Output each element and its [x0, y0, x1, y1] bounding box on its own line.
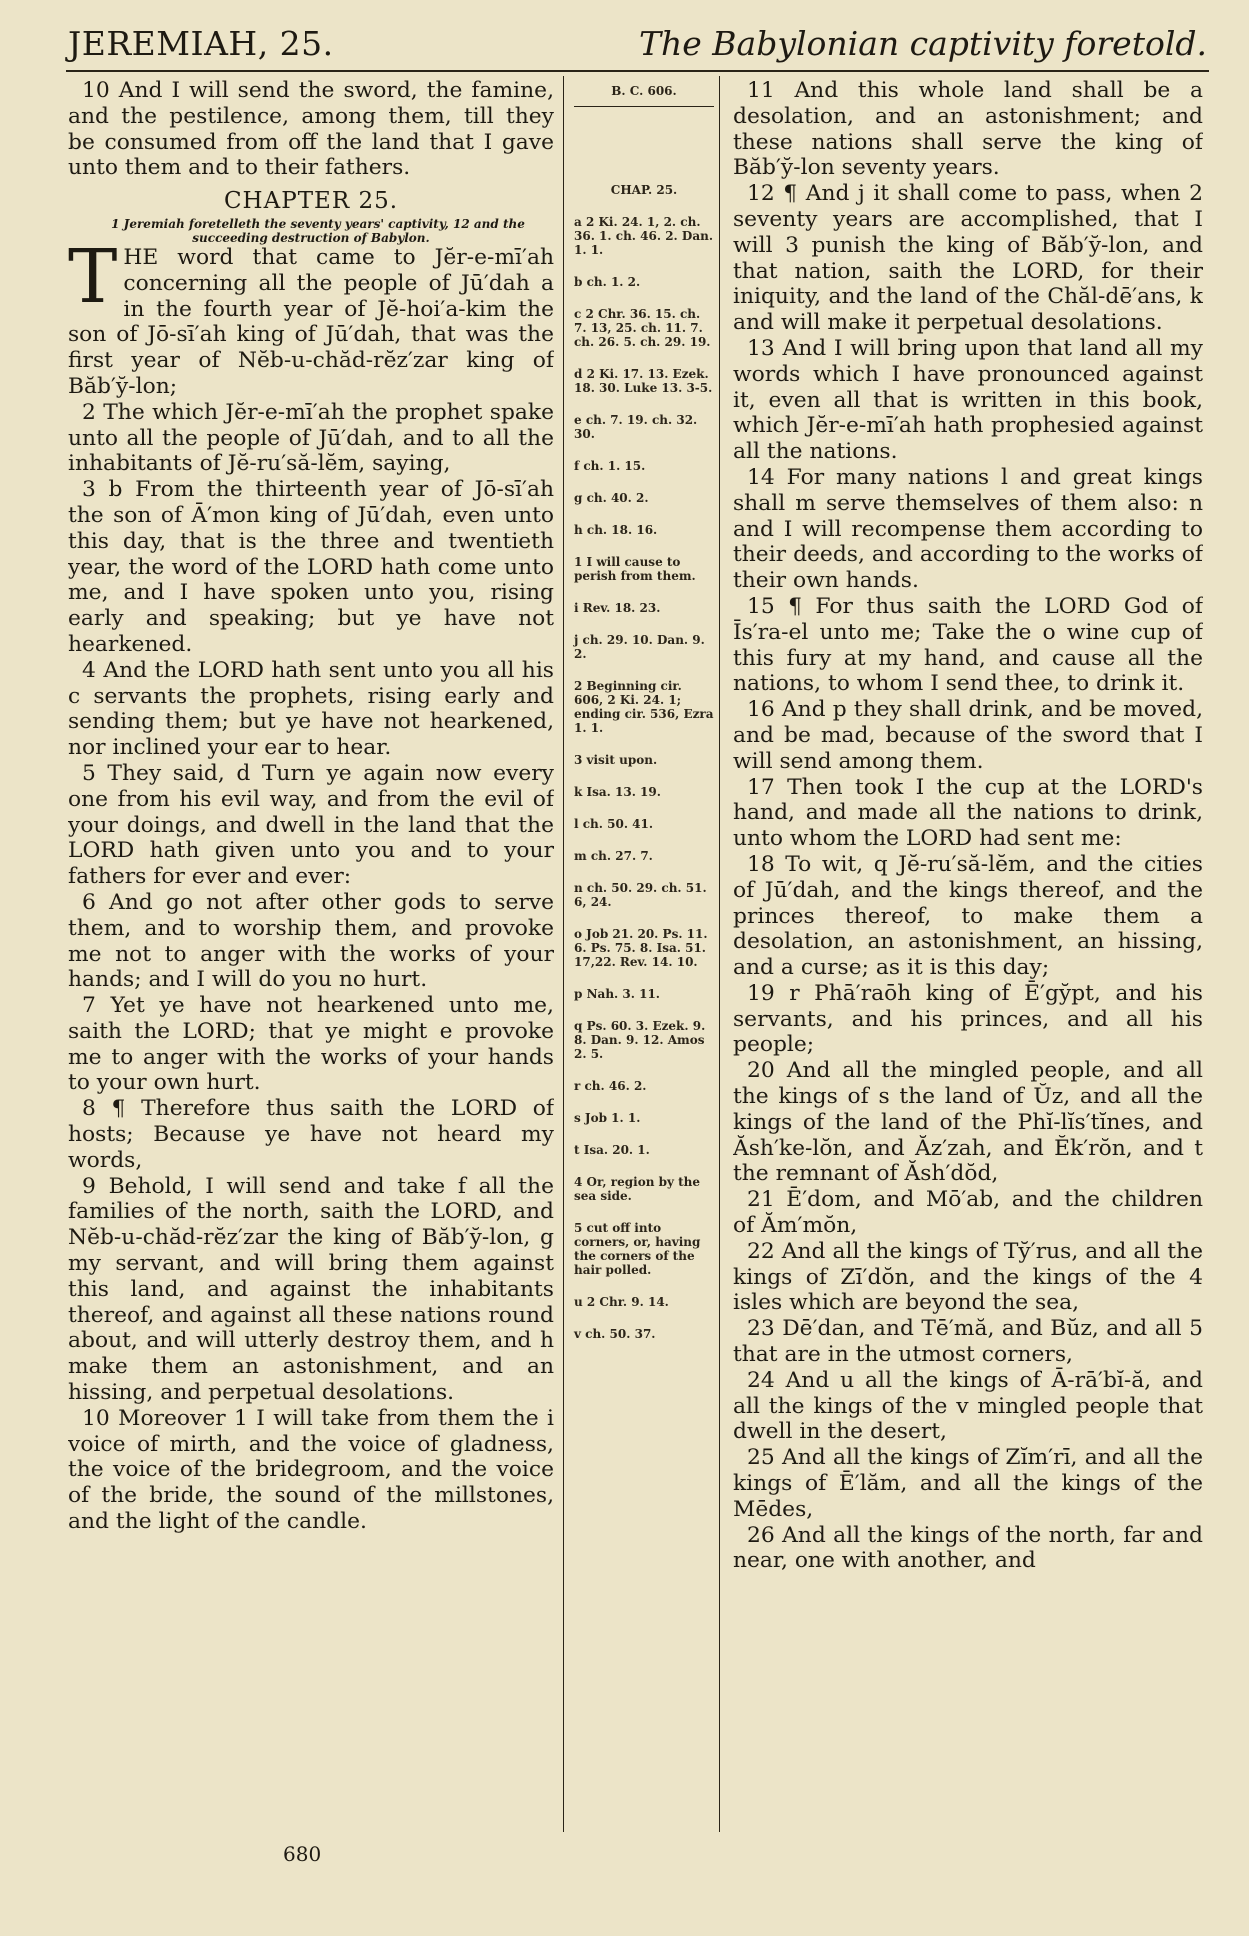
margin-note: h ch. 18. 16.	[574, 523, 658, 537]
verse-16: 16 And p they shall drink, and be moved, and be mad, because of the sword that I will send among them.	[733, 697, 1203, 774]
verse-20: 20 And all the mingled people, and all the kings of s the land of Ŭz, and all the kings of the land of the Phĭ-lĭs′tĭnes, and Ăsh′ke-lŏn, and Ăz′zah, and Ĕk′rŏn, and t the remnant of Ăsh′dŏd,	[733, 1058, 1203, 1187]
left-text-column	[68, 78, 554, 1830]
drop-cap: T	[68, 233, 118, 320]
verse-12: 12 ¶ And j it shall come to pass, when 2 seventy years are accomplished, that I will 3 punish the king of Băb′y̆-lon, and that nation, saith the LORD, for their iniquity, and the land of the Chăl-dē′ans, k and will make it perpetual desolations.	[733, 181, 1203, 336]
verse-15: 15 ¶ For thus saith the LORD God of Īs′ra-el unto me; Take the o wine cup of this fury at my hand, and cause all the nations, to whom I send thee, to drink it.	[733, 593, 1203, 697]
verse-5: 5 They said, d Turn ye again now every one from his evil way, and from the evil of your doings, and dwell in the land that the LORD hath given unto you and to your fathers for ever and ever:	[68, 760, 554, 890]
chapter-heading: CHAPTER 25.	[223, 188, 399, 215]
margin-note: 5 cut off into corners, or, having the corners of the hair polled.	[574, 1221, 701, 1277]
margin-note: r ch. 46. 2.	[574, 1079, 647, 1093]
margin-note: q Ps. 60. 3. Ezek. 9. 8. Dan. 9. 12. Amos 2. 5.	[574, 1019, 706, 1061]
cross-reference-notes	[574, 215, 714, 1341]
margin-chapter-label: CHAP. 25.	[610, 183, 678, 197]
margin-note: o Job 21. 20. Ps. 11. 6. Ps. 75. 8. Isa. 51. 17,22. Rev. 14. 10.	[574, 927, 708, 969]
verse-2: 2 The which Jĕr-e-mī′ah the prophet spake unto all the people of Jū′dah, and to all the inhabitants of Jĕ-ru′să-lĕm, saying,	[68, 399, 554, 477]
verse-3: 3 b From the thirteenth year of Jō-sī′ah the son of Ā′mon king of Jū′dah, even unto this day, that is the three and twentieth year, the word of the LORD hath come unto me, and I have spoken unto you, rising early and speaking; but ye have not hearkened.	[68, 477, 554, 657]
verse-19: 19 r Phā′raōh king of Ē′gy̆pt, and his servants, and his princes, and all his people;	[733, 980, 1203, 1058]
margin-note: v ch. 50. 37.	[574, 1327, 656, 1341]
verse-10: 10 Moreover 1 I will take from them the i voice of mirth, and the voice of gladness, the voice of the bridegroom, and the voice of the bride, the sound of the millstones, and the light of the candle.	[68, 1405, 554, 1535]
verse-1	[68, 233, 554, 400]
verse-1-text: HE word that came to Jĕr-e-mī′ah concerning all the people of Jū′dah a in the fourth year of Jĕ-hoi′a-kim the son of Jō-sī′ah king of Jū′dah, that was the first year of Nĕb-u-chăd-rĕz′zar king of Băb′y̆-lon;	[68, 244, 554, 399]
verse-14: 14 For many nations l and great kings shall m serve themselves of them also: n and I will recompense them according to their deeds, and according to the works of their own hands.	[733, 464, 1203, 594]
margin-note: l ch. 50. 41.	[574, 817, 654, 831]
verse-26: 26 And all the kings of the north, far and near, one with another, and	[733, 1522, 1203, 1574]
margin-note: n ch. 50. 29. ch. 51. 6, 24.	[574, 881, 707, 909]
verse-21: 21 Ē′dom, and Mō′ab, and the children of Ăm′mŏn,	[733, 1187, 1203, 1239]
margin-note: i Rev. 18. 23.	[574, 601, 661, 615]
verse-25: 25 And all the kings of Zĭm′rī, and all the kings of Ē′lăm, and all the kings of the Mēdes,	[733, 1445, 1203, 1522]
verse-22: 22 And all the kings of Ty̆′rus, and all the kings of Zī′dŏn, and the kings of the 4 isles which are beyond the sea,	[733, 1238, 1203, 1316]
verse-6: 6 And go not after other gods to serve them, and to worship them, and provoke me not to anger with the works of your hands; and I will do you no hurt.	[68, 889, 554, 993]
margin-note: t Isa. 20. 1.	[574, 1143, 650, 1157]
verse-4: 4 And the LORD hath sent unto you all his c servants the prophets, rising early and sending them; but ye have not hearkened, nor inclined your ear to hear.	[68, 657, 554, 761]
verse-prev-10: 10 And I will send the sword, the famine, and the pestilence, among them, till they be consumed from off the land that I gave unto them and to their fathers.	[68, 78, 554, 181]
margin-note: s Job 1. 1.	[574, 1111, 641, 1125]
verse-7: 7 Yet ye have not hearkened unto me, saith the LORD; that ye might e provoke me to anger with the works of your hands to your own hurt.	[68, 993, 554, 1096]
verse-13: 13 And I will bring upon that land all my words which I have pronounced against it, even all that is written in this book, which Jĕr-e-mī′ah hath prophesied against all the nations.	[733, 335, 1203, 465]
margin-note: 4 Or, region by the sea side.	[574, 1175, 701, 1203]
margin-note: g ch. 40. 2.	[574, 491, 649, 505]
verse-11: 11 And this whole land shall be a desolation, and an astonishment; and these nations shall serve the king of Băb′y̆-lon seventy years.	[733, 78, 1203, 181]
right-text-column	[733, 78, 1203, 1830]
margin-note: 1 I will cause to perish from them.	[574, 555, 696, 583]
center-reference-column	[574, 78, 714, 1830]
margin-note: p Nah. 3. 11.	[574, 987, 660, 1001]
margin-note: d 2 Ki. 17. 13. Ezek. 18. 30. Luke 13. 3-5.	[574, 367, 713, 395]
verse-23: 23 Dē′dan, and Tē′mă, and Bŭz, and all 5 that are in the utmost corners,	[733, 1316, 1203, 1368]
margin-note: e ch. 7. 19. ch. 32. 30.	[574, 413, 698, 441]
margin-note: 3 visit upon.	[574, 753, 658, 767]
margin-note: 2 Beginning cir. 606, 2 Ki. 24. 1; ending cir. 536, Ezra 1. 1.	[574, 679, 714, 735]
column-rule-right	[719, 76, 720, 1832]
header-rule	[66, 70, 1209, 72]
chapter-summary: 1 Jeremiah foretelleth the seventy years' captivity, 12 and the succeeding destruction of Babylon.	[111, 216, 525, 245]
running-title-right: The Babylonian captivity foretold.	[639, 24, 1207, 63]
margin-note: c 2 Chr. 36. 15. ch. 7. 13, 25. ch. 11. 7. ch. 26. 5. ch. 29. 19.	[574, 307, 711, 349]
running-title-left: JEREMIAH, 25.	[68, 24, 334, 63]
margin-note: a 2 Ki. 24. 1, 2. ch. 36. 1. ch. 46. 2. Dan. 1. 1.	[574, 215, 713, 257]
verse-18: 18 To wit, q Jĕ-ru′să-lĕm, and the cities of Jū′dah, and the kings thereof, and the princes thereof, to make them a desolation, an astonishment, an hissing, and a curse; as it is this day;	[733, 851, 1203, 981]
margin-note: b ch. 1. 2.	[574, 275, 641, 289]
year-label: B. C. 606.	[574, 84, 714, 107]
margin-note: k Isa. 13. 19.	[574, 785, 661, 799]
margin-note: f ch. 1. 15.	[574, 459, 646, 473]
margin-note: j ch. 29. 10. Dan. 9. 2.	[574, 633, 705, 661]
margin-note: m ch. 27. 7.	[574, 849, 653, 863]
verse-9: 9 Behold, I will send and take f all the families of the north, saith the LORD, and Nĕb-u-chăd-rĕz′zar the king of Băb′y̆-lon, g my servant, and will bring them against this land, and against the inhabitants thereof, and against all these nations round about, and will utterly destroy them, and h make them an astonishment, and an hissing, and perpetual desolations.	[68, 1173, 554, 1406]
margin-note: u 2 Chr. 9. 14.	[574, 1295, 669, 1309]
verse-17: 17 Then took I the cup at the LORD's hand, and made all the nations to drink, unto whom the LORD had sent me:	[733, 774, 1203, 852]
page-number: 680	[283, 1842, 322, 1866]
verse-24: 24 And u all the kings of Ā-rā′bĭ-ă, and all the kings of the v mingled people that dwell in the desert,	[733, 1367, 1203, 1445]
column-rule-left	[563, 76, 564, 1832]
verse-8: 8 ¶ Therefore thus saith the LORD of hosts; Because ye have not heard my words,	[68, 1096, 554, 1173]
